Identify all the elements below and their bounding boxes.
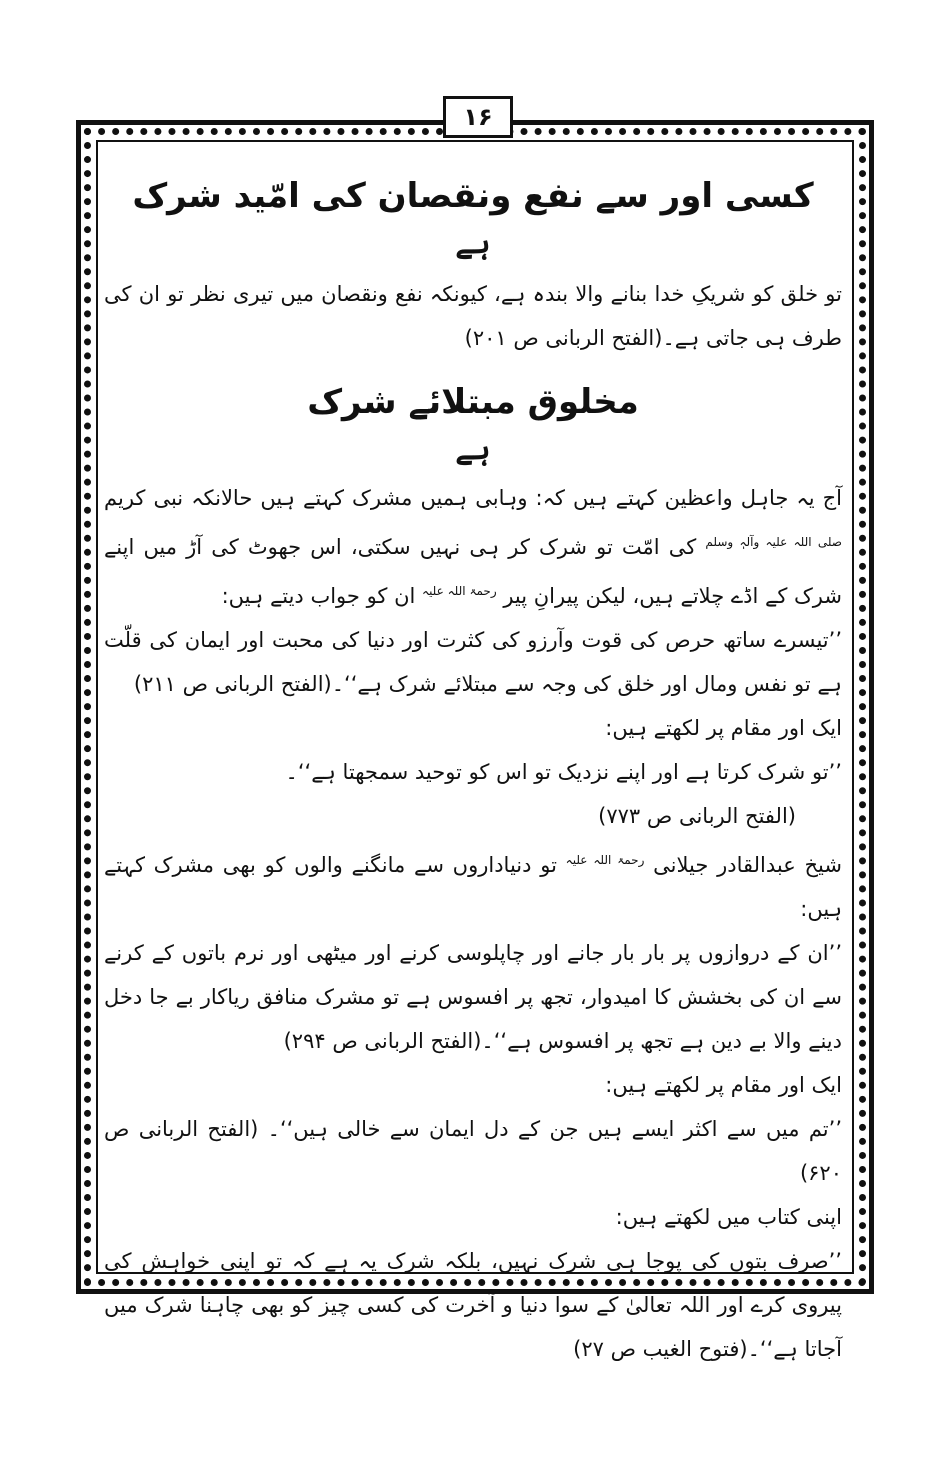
heading-1-line2: ہے (455, 226, 491, 261)
intro-part1: آج یہ جاہل واعظین کہتے ہیں کہ: وہابی ہمیں مشرک کہتے ہیں حالانکہ نبی کریم (104, 486, 842, 510)
rahmatullah-mark: رحمۃ اللہ علیہ (422, 584, 497, 598)
shaikh-part2: تو دنیاداروں سے مانگنے والوں کو بھی مشرک کہتے ہیں: (104, 853, 842, 921)
quote-2-reference: (الفتح الربانی ص ۷۷۳) (598, 804, 796, 828)
salawat-mark: صلی اللہ علیہ وآلہٖ وسلم (705, 535, 842, 549)
in-book: اپنی کتاب میں لکھتے ہیں: (615, 1205, 842, 1229)
intro-part3: ان کو جواب دیتے ہیں: (221, 584, 416, 608)
shaikh-part1: شیخ عبدالقادر جیلانی (653, 853, 842, 877)
heading-1-line1: کسی اور سے نفع ونقصان کی امّید شرک (132, 176, 814, 216)
quote-2: ’’تو شرک کرتا ہے اور اپنے نزدیک تو اس کو توحید سمجھتا ہے‘‘۔ (285, 760, 842, 784)
rahmatullah-mark-2: رحمۃ اللہ علیہ (565, 853, 645, 867)
intro-part2: کی امّت تو شرک کر ہی نہیں سکتی، اس جھوٹ کی آڑ میں اپنے شرک کے اڈے چلاتے ہیں، لیکن پیرانِ پیر (104, 535, 842, 608)
section-heading-2 (104, 374, 842, 470)
section-heading-1 (104, 168, 842, 264)
page-number-text: ۱۶ (463, 103, 493, 131)
quote-5: ’’صرف بتوں کی پوجا ہی شرک نہیں، بلکہ شرک یہ ہے کہ تو اپنی خواہش کی پیروی کرے اور اللہ تعالیٰ کے سوا دنیا و آخرت کی کسی چیز کو بھی چاہنا شرک میں آجاتا ہے‘‘۔(فتوح الغیب ص ۲۷) (104, 1249, 842, 1361)
page-number (443, 96, 513, 138)
quote-1: ’’تیسرے ساتھ حرص کی قوت وآرزو کی کثرت اور دنیا کی محبت اور ایمان کی قلّت ہے تو نفس ومال اور خلق کی وجہ سے مبتلائے شرک ہے‘‘۔(الفتح الربانی ص ۲۱۱) (104, 628, 842, 696)
quote-3: ’’ان کے دروازوں پر بار بار جانے اور چاپلوسی کرنے اور میٹھی اور نرم باتوں کے کرنے سے ان کی بخشش کا امیدوار، تجھ پر افسوس ہے تو مشرک منافق ریاکار بے جا دخل دینے والا بے دین ہے تجھ پر افسوس ہے‘‘۔(الفتح الربانی ص ۲۹۴) (104, 941, 842, 1053)
quote-4: ’’تم میں سے اکثر ایسے ہیں جن کے دل ایمان سے خالی ہیں‘‘۔ (الفتح الربانی ص ۶۲۰) (104, 1117, 842, 1185)
shaikh-statement (104, 838, 842, 931)
section-1-paragraph: تو خلق کو شریکِ خدا بنانے والا بندہ ہے، کیونکہ نفع ونقصان میں تیری نظر تو ان کی طرف ہی جاتی ہے۔(الفتح الربانی ص ۲۰۱) (104, 282, 842, 350)
another-place-2: ایک اور مقام پر لکھتے ہیں: (605, 1073, 842, 1097)
section-2-intro (104, 476, 842, 618)
page-content (104, 152, 842, 1361)
another-place-1: ایک اور مقام پر لکھتے ہیں: (605, 716, 842, 740)
heading-2-line1: مخلوق مبتلائے شرک (307, 382, 639, 422)
heading-2-line2: ہے (455, 432, 491, 467)
